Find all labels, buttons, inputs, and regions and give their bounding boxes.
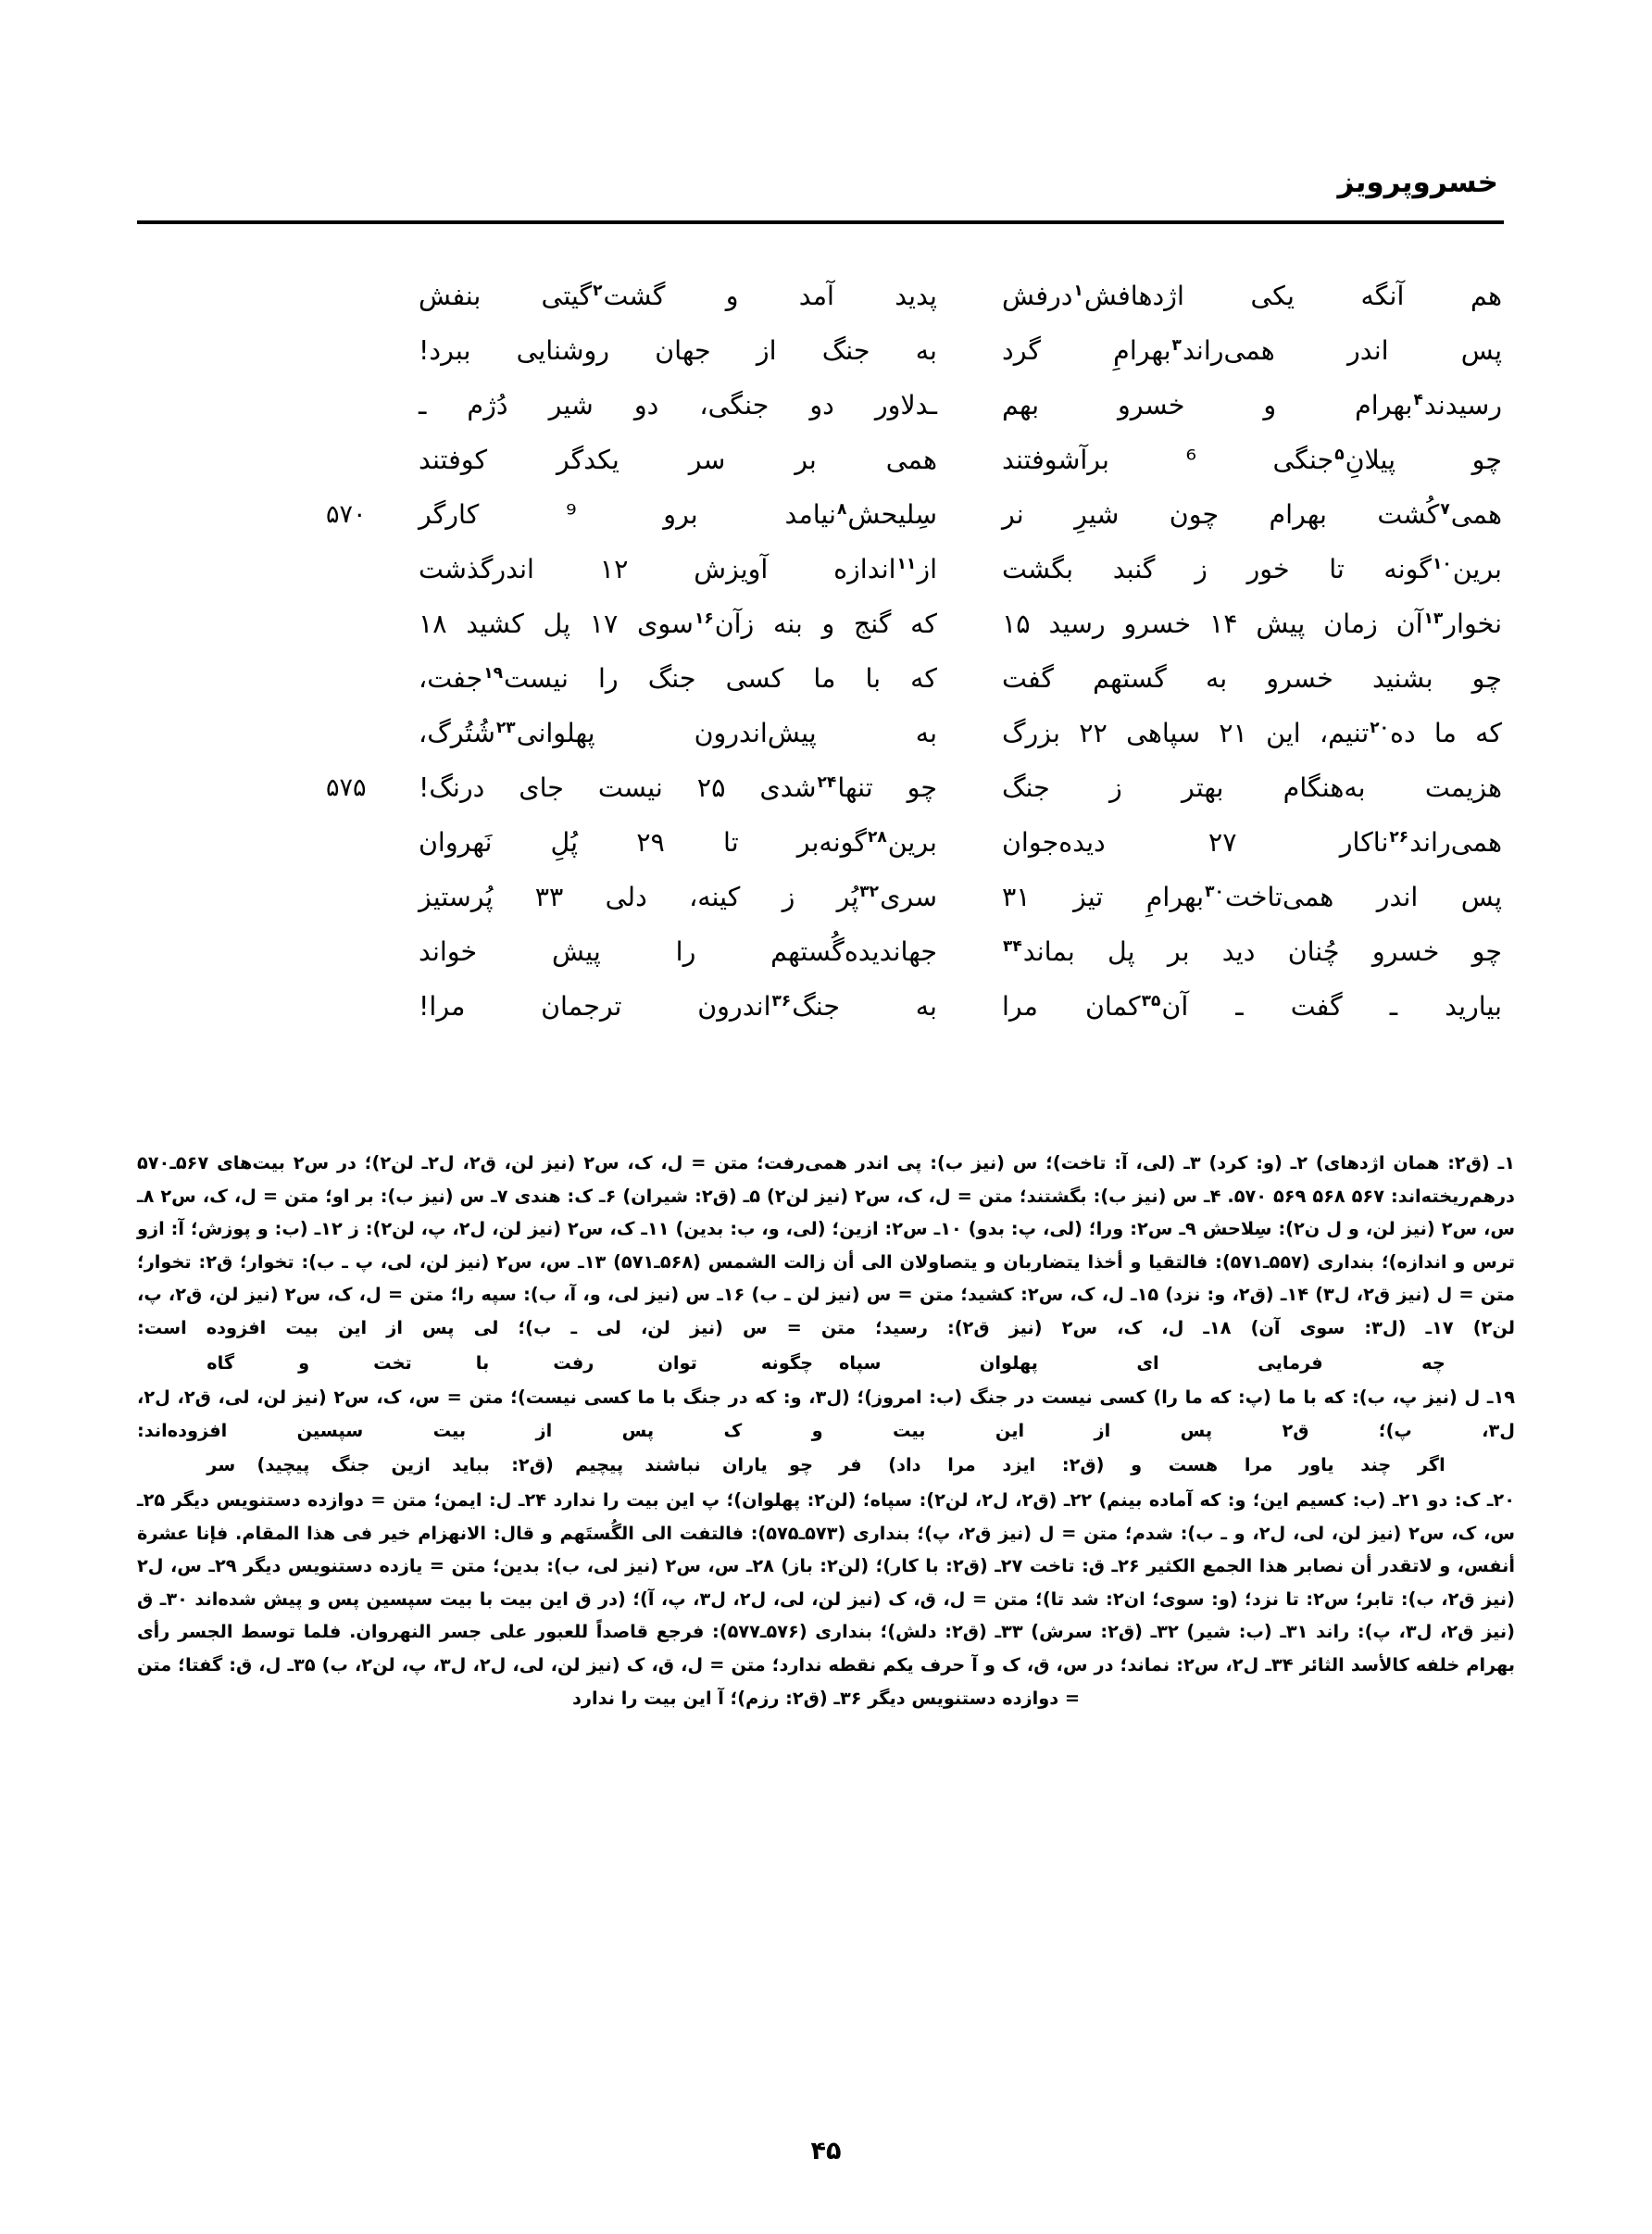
verse-line bbox=[141, 325, 1511, 380]
footnote-marker[interactable]: ۳۶ bbox=[771, 991, 792, 1010]
verse-block bbox=[141, 270, 1511, 1035]
footnote-marker[interactable]: ۳۰ bbox=[1205, 882, 1224, 901]
footnote-marker[interactable]: ۱۹ bbox=[483, 663, 503, 683]
hemistich-second: همی بر سر یکدگر کوفتند bbox=[419, 445, 937, 475]
hemistich-first: همی$^۷$کُشت بهرام چون شیرِ نر bbox=[1002, 499, 1502, 530]
verse-number: ۵۷۵ bbox=[326, 773, 367, 802]
hemistich-second: که گنج و بنه زآن$^{۱۶}$سوی ۱۷ پل کشید ۱۸ bbox=[419, 609, 937, 639]
hemistich-second: سِلیحش$^۸$نیامد برو ⁹ کارگر bbox=[419, 499, 937, 530]
hemistich-first: نخوار$^{۱۳}$آن زمان پیش ۱۴ خسرو رسید ۱۵ bbox=[1002, 609, 1502, 639]
verse-line bbox=[141, 598, 1511, 653]
footnote-marker[interactable]: ۲۸ bbox=[867, 827, 887, 847]
hemistich-first: پس اندر همی‌تاخت$^{۳۰}$بهرامِ تیز ۳۱ bbox=[1002, 882, 1502, 912]
footnote-marker[interactable]: ۲۳ bbox=[495, 718, 516, 737]
hemistich-first: بیارید ـ گفت ـ آن$^{۳۵}$کمان مرا bbox=[1002, 991, 1502, 1022]
footnote-marker[interactable]: ۳۵ bbox=[1141, 991, 1161, 1010]
apparatus-paragraph: ۱۹ـ ل (نیز پ، ب): که با ما (پ: که ما را) کسی نیست در جنگ (ب: امروز)؛ (ل۳، و: که در جنگ با ما کسی نیست)؛ متن = س، ک، س۲ (نیز لن، لی، ق۲، ل۲، ل۳، پ)؛ ق۲ پس از این بیت و ک پس از بیت سپسین افزوده‌اند: bbox=[137, 1387, 1515, 1441]
verse-number: ۵۷۰ bbox=[326, 500, 367, 529]
hemistich-second: چو تنها$^{۲۴}$شدی ۲۵ نیست جای درنگ! bbox=[419, 772, 937, 803]
quoted-hemistich-first: اگر چند یاور مرا هست و (ق۲: ایزد مرا داد) فر bbox=[839, 1454, 1446, 1476]
hemistich-first: چو پیلانِ$^۵$جنگی ⁶ برآشوفتند bbox=[1002, 445, 1502, 475]
verse-line bbox=[141, 653, 1511, 708]
hemistich-first: همی‌راند$^{۲۶}$ناکار ۲۷ دیده‌جوان bbox=[1002, 827, 1502, 858]
footnote-marker[interactable]: ۱۰ bbox=[1432, 554, 1452, 573]
verse-line bbox=[141, 872, 1511, 926]
footnote-marker[interactable]: ۱۱ bbox=[896, 554, 917, 573]
verse-line bbox=[141, 981, 1511, 1035]
verse-line bbox=[141, 489, 1511, 544]
footnote-marker[interactable]: ۷ bbox=[1440, 499, 1450, 519]
header-rule bbox=[137, 220, 1504, 224]
hemistich-second: برین$^{۲۸}$گونه‌بر تا ۲۹ پُلِ نَهروان bbox=[419, 827, 937, 858]
hemistich-second: به پیش‌اندرون پهلوانی$^{۲۳}$شُتُرگ، bbox=[419, 718, 937, 748]
apparatus-paragraph: ۲۰ـ ک: دو ۲۱ـ (ب: کسیم این؛ و: که آماده بینم) ۲۲ـ (ق۲، ل۲، لن۲): سپاه؛ (لن۲: پهلوان)؛ پ این بیت را ندارد ۲۴ـ ل: ایمن؛ متن = دوازده دستنویس دیگر ۲۵ـ س، ک، س۲ (نیز لن، لی، ل۲، و ـ ب): شدم؛ متن = ل (نیز ق۲، پ)؛ بنداری (۵۷۳ـ۵۷۵): فالتفت الی الگُستَهم و قال: الانهزام خیر فی هذا المقام. فإنا عشرة أنفس، و لاتقدر أن نصابر هذا الجمع الکثیر ۲۶ـ ق: تاخت ۲۷ـ (ق۲: با کار)؛ (لن۲: باز) ۲۸ـ س، س۲ (نیز لی، ب): بدین؛ متن = یازده دستنویس دیگر ۲۹ـ س، ل۲ (نیز ق۲، ب): تابر؛ س۲: تا نزد؛ (و: سوی؛ ان۲: شد تا)؛ متن = ل، ق، ک (نیز لن، لی، ل۲، ل۳، پ، آ)؛ (در ق این بیت با بیت سپسین پس و پیش شده‌اند ۳۰ـ ق (نیز ق۲، ل۳، پ): راند ۳۱ـ (ب: شیر) ۳۲ـ (ق۲: سرش) ۳۳ـ (ق۲: دلش)؛ بنداری (۵۷۶ـ۵۷۷): فرجع قاصداً للعبور علی جسر النهروان. فلما توسط الجسر رأی بهرام خلفه کالأسد الثائر ۳۴ـ ل۲، س۲: نماند؛ در س، ق، ک و آ حرف یکم نقطه ندارد؛ متن = ل، ق، ک (نیز لن، لی، ل۲، ل۳، پ، لن۲، ب) ۳۵ـ ل، ق: گفتا؛ متن = دوازده دستنویس دیگر ۳۶ـ (ق۲: رزم)؛ آ این بیت را ندارد bbox=[137, 1488, 1516, 1709]
quoted-hemistich-second: چو یاران نباشند پیچیم (ق۲: بباید ازین جنگ پیچید) سر bbox=[206, 1454, 813, 1476]
hemistich-first: رسیدند$^۴$بهرام و خسرو بهم bbox=[1002, 390, 1502, 420]
hemistich-first: هم آنگه یکی اژدهافش$^۱$درفش bbox=[1002, 281, 1502, 311]
footnote-marker[interactable]: ۲۰ bbox=[1370, 718, 1390, 737]
verse-line bbox=[141, 708, 1511, 762]
quoted-couplet bbox=[137, 1449, 1515, 1482]
hemistich-first: چو بشنید خسرو به گستهم گفت bbox=[1002, 663, 1502, 694]
footnote-marker[interactable]: ۳۲ bbox=[859, 882, 880, 901]
running-head-title: خسروپرویز bbox=[1337, 166, 1498, 199]
footnote-marker[interactable]: ۲۶ bbox=[1389, 827, 1409, 847]
hemistich-second: سری$^{۳۲}$پُر ز کینه، دلی ۳۳ پُرستیز bbox=[419, 882, 937, 912]
verse-line bbox=[141, 817, 1511, 872]
footnote-marker[interactable]: ۵ bbox=[1334, 445, 1345, 464]
footnote-marker[interactable]: ۲ bbox=[593, 281, 603, 300]
apparatus-paragraph: ۱ـ (ق۲: همان اژدهای) ۲ـ (و: کرد) ۳ـ (لی، آ: تاخت)؛ س (نیز ب): پی اندر همی‌رفت؛ متن = ل، ک، س۲ (نیز لن، ق۲، ل۲ـ لن۲)؛ در س۲ بیت‌های ۵۶۷ـ۵۷۰ درهم‌ریخته‌اند: ۵۶۷ ۵۶۸ ۵۶۹ ۵۷۰. ۴ـ س (نیز ب): بگشتند؛ متن = ل، ک، س۲ (نیز لن۲) ۵ـ (ق۲: شیران) ۶ـ ک: هندی ۷ـ س (نیز ب): بر او؛ متن = ل، ک، س۲ ۸ـ س، س۲ (نیز لن، و ل ن۲): سِلاحش ۹ـ س۲: ورا؛ (لی، پ: بدو) ۱۰ـ س۲: ازین؛ (لی، و، ب: بدین) ۱۱ـ ک، س۲ (نیز لن، ل۲، پ، لن۲): ز ۱۲ـ (ب: و پوزش؛ آ: ازو ترس و اندازه)؛ بنداری (۵۵۷ـ۵۷۱): فالتقیا و أخذا یتضاربان و یتصاولان الی أن زالت الشمس (۵۶۸ـ۵۷۱) ۱۳ـ س، س۲ (نیز لن، لی، پ ـ ب): تخوار؛ ق۲: تخوار؛ متن = ل (نیز ق۲، ل۳) ۱۴ـ (ق۲، و: نزد) ۱۵ـ ل، ک، س۲: کشید؛ متن = س (نیز لن ـ ب) ۱۶ـ س (نیز لی، و، آ، ب): سپه را؛ متن = ل، ک، س۲ (نیز لن، ق۲، پ، لن۲) ۱۷ـ (ل۳: سوی آن) ۱۸ـ ل، ک، س۲ (نیز ق۲): رسید؛ متن = س (نیز لن، لی ـ ب)؛ لی پس از این بیت افزوده است: bbox=[137, 1152, 1516, 1338]
hemistich-second: از$^{۱۱}$اندازه آویزش ۱۲ اندرگذشت bbox=[419, 554, 937, 584]
verse-line bbox=[141, 762, 1511, 817]
footnote-marker[interactable]: ۲۴ bbox=[817, 772, 837, 792]
quoted-couplet bbox=[137, 1347, 1515, 1380]
verse-line bbox=[141, 926, 1511, 981]
hemistich-first: هزیمت به‌هنگام بهتر ز جنگ bbox=[1002, 772, 1502, 803]
footnote-marker[interactable]: ۸ bbox=[836, 499, 847, 519]
quoted-hemistich-first: چه فرمایی ای پهلوان سپاه bbox=[839, 1351, 1446, 1374]
verse-line bbox=[141, 270, 1511, 325]
folio-number: ۴۵ bbox=[810, 2137, 842, 2165]
verse-line bbox=[141, 380, 1511, 434]
hemistich-second: ـدلاور دو جنگی، دو شیر دُژم ـ bbox=[419, 390, 937, 420]
hemistich-second: که با ما کسی جنگ را نیست$^{۱۹}$جفت، bbox=[419, 663, 937, 694]
critical-apparatus bbox=[137, 1147, 1515, 1714]
footnote-marker[interactable]: ۴ bbox=[1413, 390, 1423, 409]
quoted-hemistich-second: چگونه توان رفت با تخت و گاه bbox=[206, 1351, 813, 1374]
footnote-marker[interactable]: ۳ bbox=[1171, 335, 1182, 355]
hemistich-second: پدید آمد و گشت$^۲$گیتی بنفش bbox=[419, 281, 937, 311]
hemistich-first: چو خسرو چُنان دید بر پل بماند$^{۳۴}$ bbox=[1003, 936, 1502, 967]
footnote-marker[interactable]: ۱ bbox=[1073, 281, 1083, 300]
verse-line bbox=[141, 434, 1511, 489]
hemistich-second: به جنگ از جهان روشنایی ببرد! bbox=[419, 335, 937, 366]
hemistich-second: جهاندیده‌گُستهم را پیش خواند bbox=[419, 936, 937, 967]
footnote-marker[interactable]: ۱۳ bbox=[1423, 609, 1444, 628]
hemistich-first: برین$^{۱۰}$گونه تا خور ز گنبد بگشت bbox=[1002, 554, 1502, 584]
footnote-marker[interactable]: ۳۴ bbox=[1003, 936, 1022, 956]
hemistich-first: که ما ده$^{۲۰}$تنیم، این ۲۱ سپاهی ۲۲ بزرگ bbox=[1002, 718, 1502, 748]
footnote-marker[interactable]: ۱۶ bbox=[694, 609, 714, 628]
verse-line bbox=[141, 544, 1511, 598]
hemistich-first: پس اندر همی‌راند$^۳$بهرامِ گرد bbox=[1002, 335, 1503, 366]
running-head bbox=[137, 166, 1515, 230]
hemistich-second: به جنگ$^{۳۶}$اندرون ترجمان مرا! bbox=[419, 991, 937, 1022]
